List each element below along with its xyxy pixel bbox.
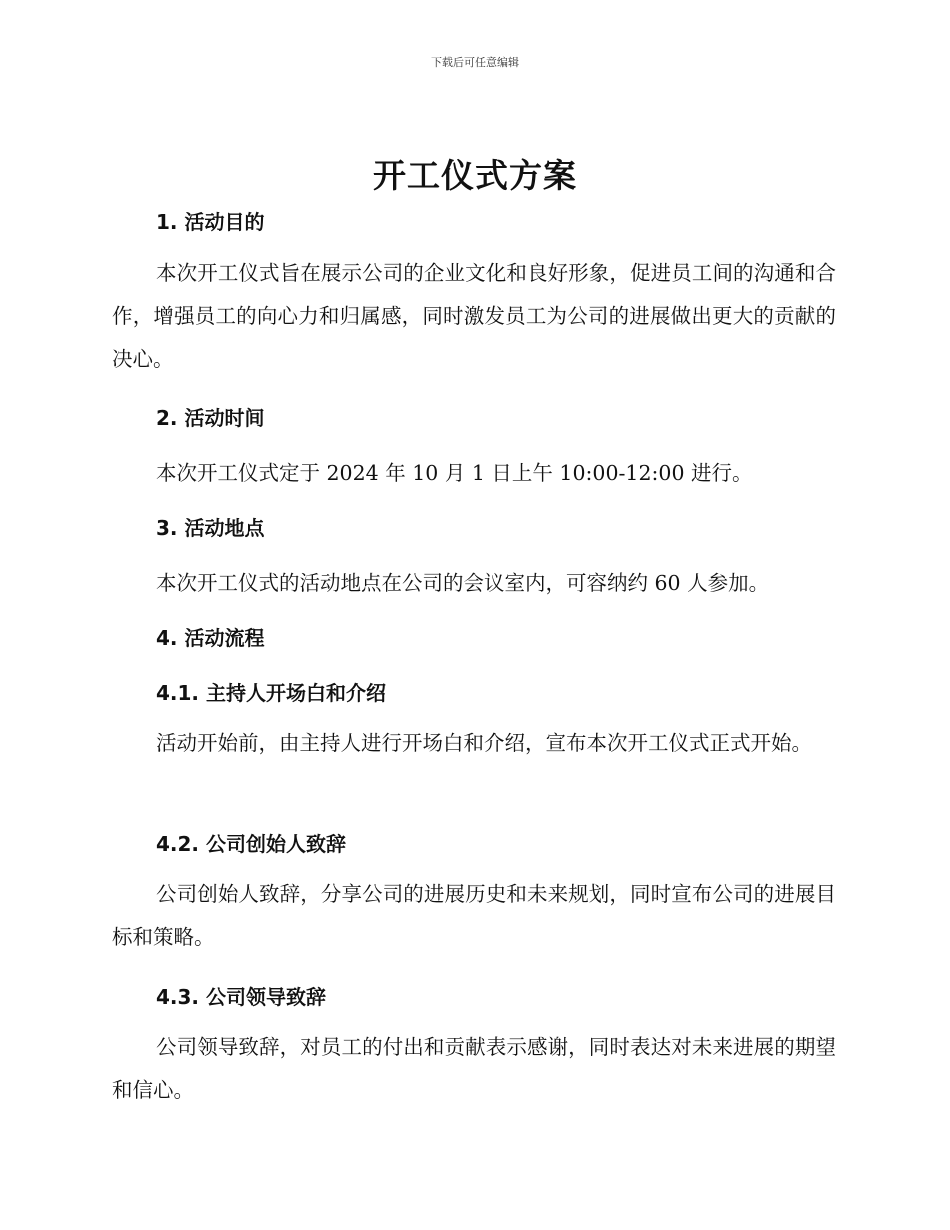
section-heading-purpose: 1. 活动目的 xyxy=(156,210,265,234)
section-body-time: 本次开工仪式定于 2024 年 10 月 1 日上午 10:00-12:00 进行。 xyxy=(156,461,753,485)
section-heading-location: 3. 活动地点 xyxy=(156,516,265,540)
section-heading-process: 4. 活动流程 xyxy=(156,626,265,650)
header-note: 下载后可任意编辑 xyxy=(431,56,519,69)
document-title: 开工仪式方案 xyxy=(373,156,577,195)
section-body-host-opening: 活动开始前，由主持人进行开场白和介绍，宣布本次开工仪式正式开始。 xyxy=(156,731,812,755)
section-heading-founder-speech: 4.2. 公司创始人致辞 xyxy=(156,832,346,856)
section-heading-leader-speech: 4.3. 公司领导致辞 xyxy=(156,985,326,1009)
section-heading-host-opening: 4.1. 主持人开场白和介绍 xyxy=(156,681,386,705)
section-body-location: 本次开工仪式的活动地点在公司的会议室内，可容纳约 60 人参加。 xyxy=(156,571,770,595)
section-heading-time: 2. 活动时间 xyxy=(156,406,265,430)
section-body-founder-speech: 公司创始人致辞，分享公司的进展历史和未来规划，同时宣布公司的进展目标和策略。 xyxy=(112,882,836,949)
section-body-leader-speech: 公司领导致辞，对员工的付出和贡献表示感谢，同时表达对未来进展的期望和信心。 xyxy=(112,1035,836,1102)
section-body-purpose: 本次开工仪式旨在展示公司的企业文化和良好形象，促进员工间的沟通和合作，增强员工的向心力和归属感，同时激发员工为公司的进展做出更大的贡献的决心。 xyxy=(112,261,836,371)
